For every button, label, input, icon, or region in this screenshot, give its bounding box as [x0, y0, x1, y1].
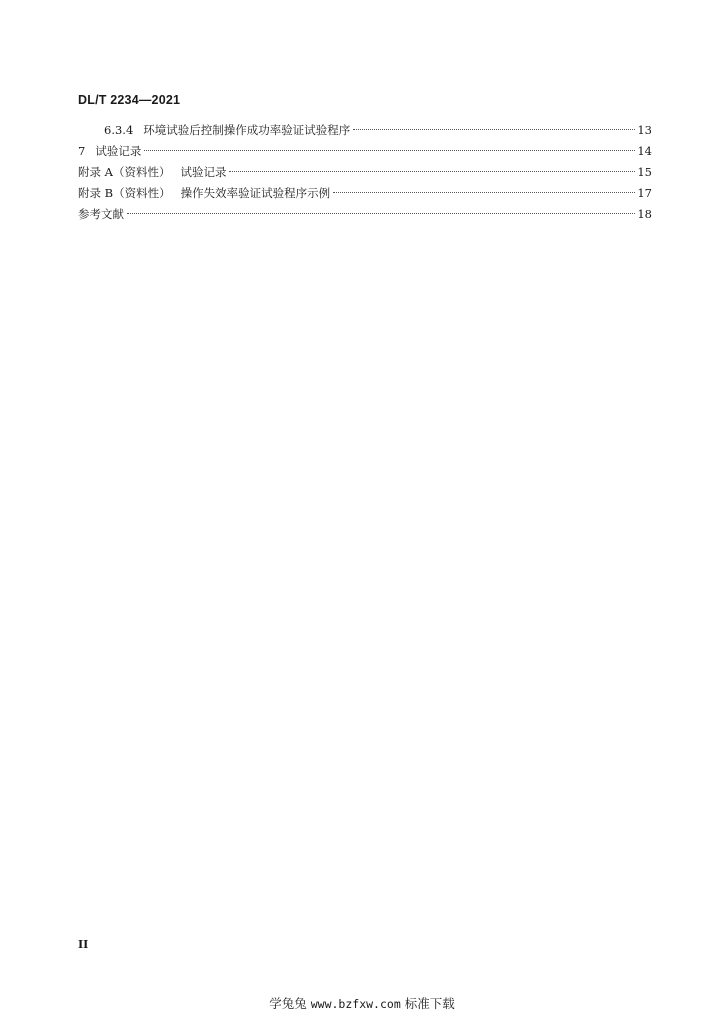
toc-entry-title: 参考文献: [78, 207, 124, 221]
toc-dot-leader: [127, 213, 635, 214]
watermark-footer: [0, 994, 724, 1012]
toc-entry-number: 6.3.4: [104, 123, 134, 137]
toc-entry-page: 15: [637, 165, 652, 179]
toc-dot-leader: [229, 171, 635, 172]
toc-entry-title: 试验记录: [95, 144, 142, 158]
toc-entry-title: 试验记录: [180, 165, 227, 179]
toc-entry-page: 17: [637, 186, 652, 200]
document-id-header: DL/T 2234—2021: [78, 93, 181, 107]
toc-entry-appendix-b[interactable]: [78, 183, 652, 204]
footer-brand: 学兔兔: [269, 996, 307, 1011]
toc-entry-references[interactable]: [78, 204, 652, 225]
toc-entry-6-3-4[interactable]: [78, 120, 652, 141]
toc-entry-title: 操作失效率验证试验程序示例: [180, 186, 331, 200]
footer-site-link[interactable]: www.bzfxw.com: [310, 997, 401, 1011]
toc-entry-number: 附录 B（资料性）: [78, 186, 171, 200]
toc-dot-leader: [333, 192, 635, 193]
toc-entry-number: 7: [78, 144, 86, 158]
footer-tagline: 标准下载: [404, 996, 455, 1011]
toc-entry-appendix-a[interactable]: [78, 162, 652, 183]
toc-entry-page: 18: [637, 207, 652, 221]
toc-entry-number: 附录 A（资料性）: [78, 165, 171, 179]
toc-entry-7[interactable]: [78, 141, 652, 162]
toc-entry-title: 环境试验后控制操作成功率验证试验程序: [143, 123, 351, 137]
toc-dot-leader: [144, 150, 635, 151]
table-of-contents: [78, 120, 652, 225]
toc-entry-page: 13: [637, 123, 652, 137]
page-folio: II: [78, 938, 89, 951]
toc-dot-leader: [353, 129, 635, 130]
toc-entry-page: 14: [637, 144, 652, 158]
